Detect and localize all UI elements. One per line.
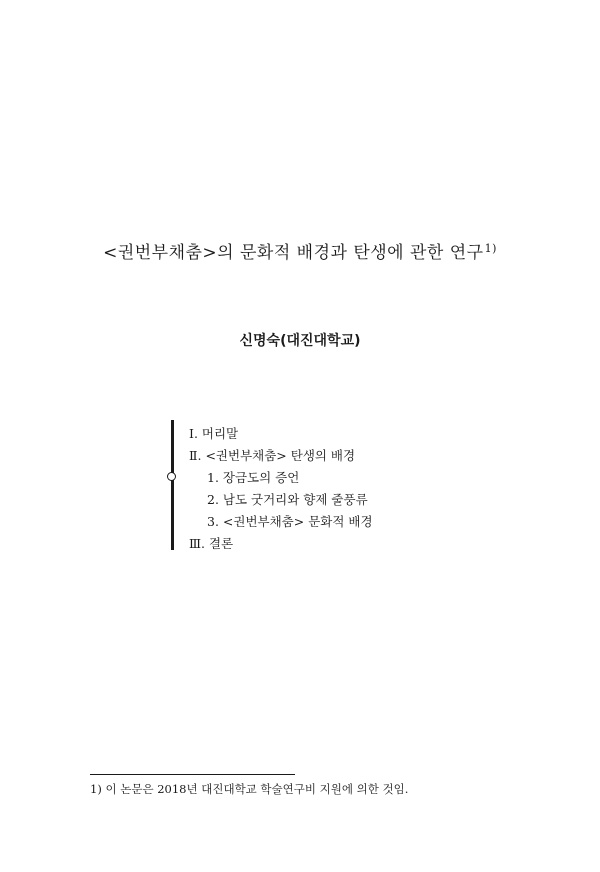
toc-subitem-cultural-background: 3. <권번부채춤> 문화적 배경 (207, 514, 373, 529)
toc-item-introduction: Ⅰ. 머리말 (189, 426, 239, 441)
toc-list (189, 423, 373, 555)
author-affiliation: 신명숙(대진대학교) (239, 333, 361, 349)
toc-circle-marker (167, 472, 176, 481)
paper-title-text: <권번부채춤>의 문화적 배경과 탄생에 관한 연구 (103, 243, 484, 263)
toc-subitem-gutgeori: 2. 남도 굿거리와 향제 줄풍류 (207, 492, 368, 507)
toc-subitem-testimony: 1. 장금도의 증언 (207, 470, 300, 485)
paper-title (0, 238, 600, 263)
toc-item-conclusion: Ⅲ. 결론 (189, 536, 234, 551)
toc-vertical-rule (171, 420, 174, 550)
footnote-divider (90, 774, 295, 775)
footnote: 1) 이 논문은 2018년 대진대학교 학술연구비 지원에 의한 것임. (90, 782, 409, 796)
toc-item-background: Ⅱ. <권번부채춤> 탄생의 배경 (189, 448, 356, 463)
title-footnote-mark[interactable]: 1) (484, 242, 497, 255)
